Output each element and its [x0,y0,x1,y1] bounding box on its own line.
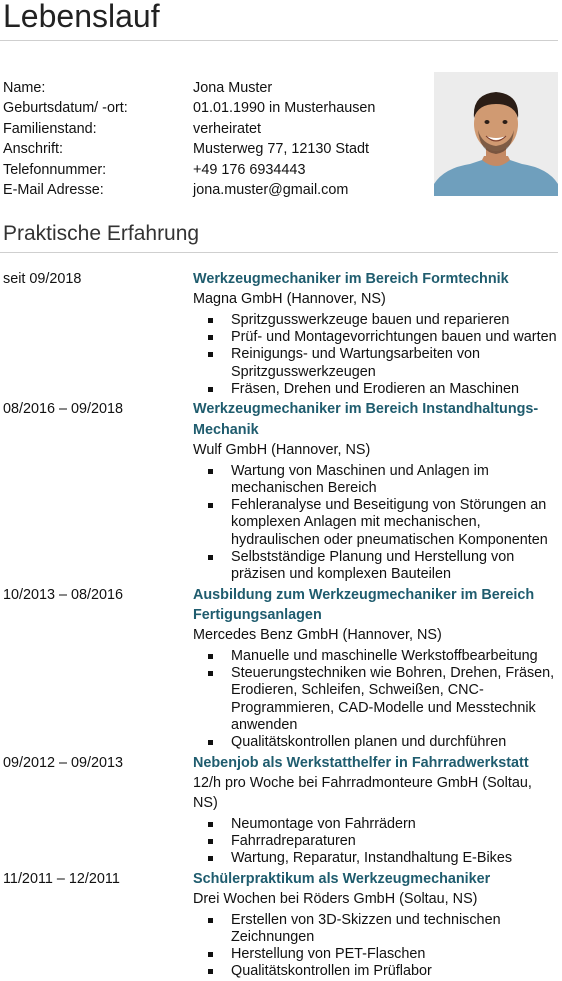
experience-date: 08/2016 – 09/2018 [3,401,124,418]
task-list [193,463,559,584]
task-item: Reinigungs- und Wartungsarbeiten von Spritzgusswerkzeugen [193,346,559,381]
personal-row-name [3,78,423,98]
page-title: Lebenslauf [3,0,160,34]
task-item: Wartung von Maschinen und Anlagen im mechanischen Bereich [193,463,559,498]
personal-value: jona.muster@gmail.com [193,182,349,199]
personal-row-birth [3,98,423,118]
personal-row-phone [3,160,423,180]
company: 12/h pro Woche bei Fahrradmonteure GmbH (Soltau, NS) [193,775,532,812]
experience-entry [3,584,559,752]
experience-entry [3,268,559,398]
experience-details [193,268,559,398]
task-item: Manuelle und maschinelle Werkstoffbearbeitung [193,648,559,665]
personal-data [3,78,423,200]
company: Drei Wochen bei Röders GmbH (Soltau, NS) [193,891,478,908]
personal-label: Telefonnummer: [3,161,107,178]
experience-entry [3,398,559,583]
task-list [193,912,559,981]
experience-date: seit 09/2018 [3,271,82,287]
person-portrait-icon [434,72,558,196]
company: Magna GmbH (Hannover, NS) [193,291,386,308]
task-item: Steuerungstechniken wie Bohren, Drehen, Fräsen, Erodieren, Schleifen, Schweißen, CNC-Programmieren, CAD-Modelle und Messtechnik anwenden [193,665,559,734]
personal-label: Anschrift: [3,141,63,158]
company: Wulf GmbH (Hannover, NS) [193,442,371,459]
personal-label: E-Mail Adresse: [3,182,104,199]
personal-row-email [3,180,423,200]
personal-row-address [3,139,423,159]
task-item: Spritzgusswerkzeuge bauen und reparieren [193,312,559,329]
task-list [193,648,559,752]
personal-label: Name: [3,80,46,96]
personal-label: Familienstand: [3,120,97,137]
personal-value: +49 176 6934443 [193,161,306,178]
section-title: Praktische Erfahrung [3,222,200,245]
personal-value: Musterweg 77, 12130 Stadt [193,141,369,158]
experience-details [193,752,559,868]
title-divider [0,40,558,41]
personal-value: verheiratet [193,120,261,137]
experience-date: 09/2012 – 09/2013 [3,754,124,771]
personal-value: Jona Muster [193,80,273,96]
experience-details [193,398,559,583]
task-item: Herstellung von PET-Flaschen [193,946,559,963]
profile-photo [434,72,558,196]
experience-details [193,868,559,981]
experience-details [193,584,559,752]
company: Mercedes Benz GmbH (Hannover, NS) [193,627,442,644]
experience-entry [3,868,559,981]
job-title: Werkzeugmechaniker im Bereich Instandhaltungs-Mechanik [193,401,539,438]
task-item: Fahrradreparaturen [193,833,559,850]
personal-label: Geburtsdatum/ -ort: [3,100,128,117]
task-item: Qualitätskontrollen planen und durchführen [193,734,559,751]
job-title: Werkzeugmechaniker im Bereich Formtechnik [193,271,509,287]
task-item: Erstellen von 3D-Skizzen und technischen Zeichnungen [193,912,559,947]
section-divider [0,252,558,253]
personal-value: 01.01.1990 in Musterhausen [193,100,376,117]
experience-date: 11/2011 – 12/2011 [3,870,120,887]
task-item: Fräsen, Drehen und Erodieren an Maschinen [193,381,559,398]
task-item: Fehleranalyse und Beseitigung von Störungen an komplexen Anlagen mit mechanischen, hydraulischen oder pneumatischen Komponenten [193,497,559,549]
experience-entry [3,752,559,868]
personal-row-marital [3,119,423,139]
task-item: Selbstständige Planung und Herstellung von präzisen und komplexen Bauteilen [193,549,559,584]
task-item: Wartung, Reparatur, Instandhaltung E-Bikes [193,850,559,867]
job-title: Schülerpraktikum als Werkzeugmechaniker [193,870,491,887]
task-list [193,312,559,398]
job-title: Nebenjob als Werkstatthelfer in Fahrradwerkstatt [193,754,529,771]
experience-date: 10/2013 – 08/2016 [3,586,124,603]
experience-list [3,268,559,981]
job-title: Ausbildung zum Werkzeugmechaniker im Bereich Fertigungsanlagen [193,586,535,623]
task-list [193,816,559,868]
task-item: Prüf- und Montagevorrichtungen bauen und warten [193,329,559,346]
task-item: Qualitätskontrollen im Prüflabor [193,963,559,980]
task-item: Neumontage von Fahrrädern [193,816,559,833]
